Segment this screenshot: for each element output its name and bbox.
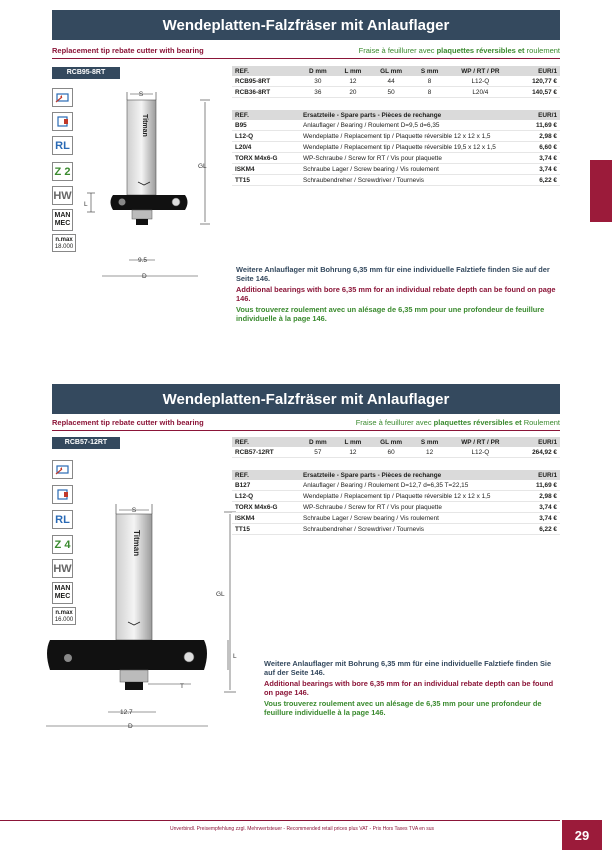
cell: 8 (412, 87, 447, 98)
subtitle-en: Replacement tip rebate cutter with bearing (52, 46, 204, 55)
note-en: Additional bearings with bore 6,35 mm for an individual rebate depth can be found on page 146. (264, 679, 554, 697)
col-header: D mm (300, 437, 336, 447)
dim-bearing-label: 9.5 (138, 257, 148, 264)
product-code: RCB57-12RT (52, 437, 120, 449)
cell: 2,98 € (528, 491, 560, 502)
cell: 3,74 € (528, 513, 560, 524)
cell: TT15 (232, 524, 300, 535)
parts-table (232, 470, 560, 535)
cell: 120,77 € (514, 76, 560, 87)
table-row (232, 502, 560, 513)
cell: WP-Schraube / Screw for RT / Vis pour plaquette (300, 502, 528, 513)
cut-direction-icon (52, 88, 73, 107)
table-row (232, 87, 560, 98)
cell: 3,74 € (529, 153, 560, 164)
cell: TT15 (232, 175, 300, 186)
col-header: D mm (300, 66, 336, 76)
subtitle-fr: Fraise à feuillurer avec plaquettes réversibles et Roulement (355, 418, 560, 427)
cell: 57 (300, 447, 336, 458)
mechanical-feed-label: MEC (54, 593, 71, 600)
rpm-badge (52, 234, 76, 252)
cell: L12-Q (232, 131, 300, 142)
cutter-body (47, 640, 207, 670)
manual-feed-label: MAN (54, 585, 71, 592)
chapter-side-tab (590, 160, 612, 222)
table-row (232, 175, 560, 186)
cell: L12-Q (232, 491, 300, 502)
col-header: S mm (412, 437, 447, 447)
table-row (232, 120, 560, 131)
tool-drawing (36, 500, 246, 740)
table-header-row (232, 110, 560, 120)
material-hw-badge: HW (52, 559, 73, 578)
rotation-rl-badge: RL (52, 510, 73, 529)
table-row (232, 480, 560, 491)
cell: RCB57-12RT (232, 447, 300, 458)
table-row (232, 164, 560, 175)
rpm-label: n.max (55, 610, 73, 616)
cell: 264,92 € (514, 447, 560, 458)
table-header-row (232, 470, 560, 480)
col-header: Ersatzteile - Spare parts - Pièces de rechange (300, 470, 528, 480)
cell: 11,69 € (529, 120, 560, 131)
cell: 30 (300, 76, 336, 87)
tool-drawing (80, 82, 220, 282)
table-row (232, 153, 560, 164)
subtitle-bar (52, 416, 560, 431)
dim-s-label: S (138, 91, 144, 98)
bearing-note (264, 659, 560, 717)
cell: 6,22 € (528, 524, 560, 535)
table-row (232, 142, 560, 153)
note-fr: Vous trouverez roulement avec un alésage de 6,35 mm pour une profondeur de feuillure individuelle à la page 146. (236, 305, 545, 323)
col-header: S mm (412, 66, 447, 76)
cell: Anlauflager / Bearing / Roulement D=12,7 d=6,35 T=22,15 (300, 480, 528, 491)
col-header: REF. (232, 437, 300, 447)
teeth-count-badge: Z 2 (52, 162, 73, 181)
table-row (232, 524, 560, 535)
cell: Schraube Lager / Screw bearing / Vis roulement (300, 164, 529, 175)
cell: 12 (336, 447, 370, 458)
section-title: Wendeplatten-Falzfräser mit Anlauflager (52, 384, 560, 414)
cell: B127 (232, 480, 300, 491)
col-header: EUR/1 (528, 470, 560, 480)
dim-l-label: L (233, 653, 237, 660)
col-header: EUR/1 (514, 66, 560, 76)
col-header: WP / RT / PR (447, 66, 513, 76)
col-header: EUR/1 (529, 110, 560, 120)
table-row (232, 513, 560, 524)
cell: 3,74 € (528, 502, 560, 513)
feed-badge (52, 209, 73, 231)
rpm-value: 18.000 (54, 244, 74, 250)
note-de: Weitere Anlauflager mit Bohrung 6,35 mm für eine individuelle Falztiefe finden Sie auf der Seite 146. (264, 659, 552, 677)
footer-price-note: Unverbindl. Preisempfehlung zzgl. Mehrwertsteuer - Recommended retail prices plus VAT - Prix Hors Taxes TVA en sus (170, 826, 434, 832)
cell: ISKM4 (232, 164, 300, 175)
dim-l-label: L (84, 201, 88, 208)
cell: TORX M4x6-G (232, 502, 300, 513)
col-header: GL mm (370, 66, 412, 76)
cell: Anlauflager / Bearing / Roulement D=9,5 d=6,35 (300, 120, 529, 131)
product-table (232, 66, 560, 98)
cell: 140,57 € (514, 87, 560, 98)
cell: RCB36-8RT (232, 87, 300, 98)
note-fr: Vous trouverez roulement avec un alésage de 6,35 mm pour une profondeur de feuillure individuelle à la page 146. (264, 699, 542, 717)
footer-rule (0, 820, 560, 821)
col-header: L mm (336, 437, 370, 447)
cell: Wendeplatte / Replacement tip / Plaquette réversible 19,5 x 12 x 1,5 (300, 142, 529, 153)
rebate-icon (52, 112, 73, 131)
dim-s-label: S (131, 507, 137, 514)
cell: Wendeplatte / Replacement tip / Plaquette réversible 12 x 12 x 1,5 (300, 131, 529, 142)
note-en: Additional bearings with bore 6,35 mm for an individual rebate depth can be found on page 146. (236, 285, 556, 303)
cell: L20/4 (232, 142, 300, 153)
cell: 6,22 € (529, 175, 560, 186)
table-row (232, 131, 560, 142)
col-header: REF. (232, 66, 300, 76)
note-de: Weitere Anlauflager mit Bohrung 6,35 mm für eine individuelle Falztiefe finden Sie auf der Seite 146. (236, 265, 550, 283)
cell: Schraube Lager / Screw bearing / Vis roulement (300, 513, 528, 524)
cell: L20/4 (447, 87, 513, 98)
table-row (232, 447, 560, 458)
table-header-row (232, 66, 560, 76)
subtitle-bar (52, 44, 560, 59)
dim-d-label: D (142, 273, 147, 280)
cell: 2,98 € (529, 131, 560, 142)
manual-feed-label: MAN (54, 212, 71, 219)
cell: 11,69 € (528, 480, 560, 491)
col-header: Ersatzteile - Spare parts - Pièces de rechange (300, 110, 529, 120)
cell: 20 (336, 87, 370, 98)
material-hw-badge: HW (52, 186, 73, 205)
teeth-count-badge: Z 4 (52, 535, 73, 554)
bearing-note (236, 265, 560, 323)
cell: Schraubendreher / Screwdriver / Tournevis (300, 524, 528, 535)
cell: L12-Q (447, 76, 513, 87)
col-header: L mm (336, 66, 370, 76)
brand-logo: Titman (141, 114, 148, 137)
dim-d-label: D (128, 723, 133, 730)
cell: 44 (370, 76, 412, 87)
mechanical-feed-label: MEC (54, 220, 71, 227)
col-header: WP / RT / PR (447, 437, 513, 447)
table-row (232, 76, 560, 87)
cell: 6,60 € (529, 142, 560, 153)
col-header: REF. (232, 110, 300, 120)
rpm-label: n.max (55, 237, 73, 243)
product-code: RCB95-8RT (52, 67, 120, 79)
cell: 50 (370, 87, 412, 98)
subtitle-fr: Fraise à feuillurer avec plaquettes réversibles et roulement (358, 46, 560, 55)
cell: 36 (300, 87, 336, 98)
cell: 60 (370, 447, 412, 458)
col-header: EUR/1 (514, 437, 560, 447)
cell: 8 (412, 76, 447, 87)
cell: TORX M4x6-G (232, 153, 300, 164)
dim-t-label: T (180, 683, 184, 690)
section-title: Wendeplatten-Falzfräser mit Anlauflager (52, 10, 560, 40)
cell: 12 (412, 447, 447, 458)
table-row (232, 491, 560, 502)
rpm-value: 16.000 (54, 617, 74, 623)
cell: B95 (232, 120, 300, 131)
cell: L12-Q (447, 447, 513, 458)
page-number: 29 (562, 820, 602, 850)
cell: 3,74 € (529, 164, 560, 175)
cell: Schraubendreher / Screwdriver / Tournevis (300, 175, 529, 186)
col-header: GL mm (370, 437, 412, 447)
subtitle-en: Replacement tip rebate cutter with bearing (52, 418, 204, 427)
table-header-row (232, 437, 560, 447)
cell: 12 (336, 76, 370, 87)
dim-bearing-label: 12.7 (120, 709, 133, 716)
dim-gl-label: GL (216, 591, 225, 598)
brand-logo: Titman (132, 530, 141, 557)
cut-direction-icon (52, 460, 73, 479)
parts-table (232, 110, 560, 186)
product-table (232, 437, 560, 458)
dim-gl-label: GL (198, 163, 207, 170)
cell: ISKM4 (232, 513, 300, 524)
cell: Wendeplatte / Replacement tip / Plaquette réversible 12 x 12 x 1,5 (300, 491, 528, 502)
rotation-rl-badge: RL (52, 136, 73, 155)
col-header: REF. (232, 470, 300, 480)
cell: WP-Schraube / Screw for RT / Vis pour plaquette (300, 153, 529, 164)
cell: RCB95-8RT (232, 76, 300, 87)
